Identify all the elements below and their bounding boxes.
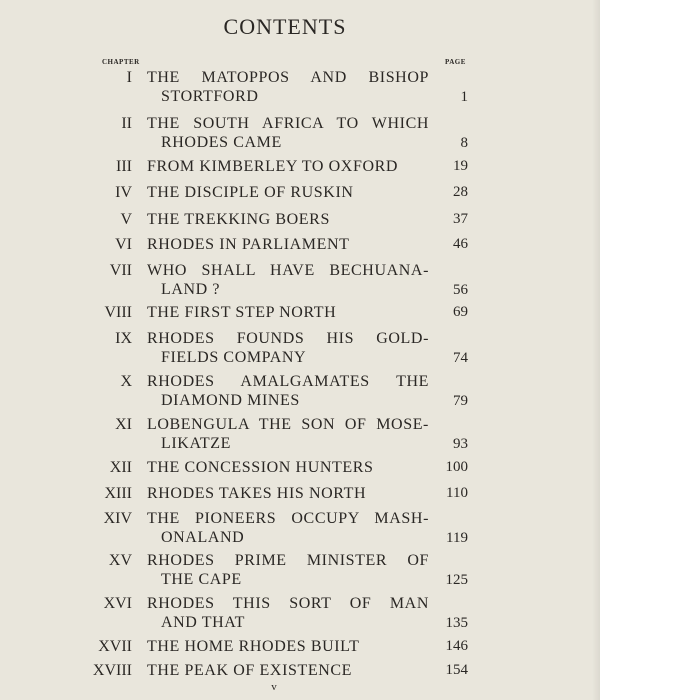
chapter-title-line: RHODES PRIME MINISTER OF bbox=[147, 552, 429, 569]
chapter-number: VIII bbox=[104, 304, 132, 321]
chapter-number: XVI bbox=[103, 595, 132, 612]
chapter-title-continuation: ONALAND bbox=[161, 529, 245, 546]
chapter-title-continuation: FIELDS COMPANY bbox=[161, 349, 307, 366]
page-number: 56 bbox=[453, 282, 468, 298]
chapter-title-line: RHODES IN PARLIAMENT bbox=[147, 236, 350, 253]
chapter-title-continuation: RHODES CAME bbox=[161, 134, 282, 151]
chapter-title-line: RHODES FOUNDS HIS GOLD- bbox=[147, 330, 429, 347]
page-number: 79 bbox=[453, 393, 468, 409]
folio-page-number: v bbox=[271, 681, 277, 693]
chapter-title-continuation: THE CAPE bbox=[161, 571, 242, 588]
chapter-number: XV bbox=[108, 552, 132, 569]
page-number: 74 bbox=[453, 350, 468, 366]
chapter-number: V bbox=[120, 211, 132, 228]
page-number: 125 bbox=[445, 572, 468, 588]
page-edge-shadow bbox=[592, 0, 600, 700]
chapter-number: VII bbox=[109, 262, 132, 279]
chapter-title-continuation: STORTFORD bbox=[161, 88, 259, 105]
page-number: 46 bbox=[453, 236, 468, 252]
chapter-number: XVII bbox=[98, 638, 132, 655]
chapter-number: XIV bbox=[103, 510, 132, 527]
chapter-number: XII bbox=[109, 459, 132, 476]
chapter-number: X bbox=[120, 373, 132, 390]
chapter-title-line: LOBENGULA THE SON OF MOSE- bbox=[147, 416, 429, 433]
chapter-title-line: THE DISCIPLE OF RUSKIN bbox=[147, 184, 354, 201]
page-number: 1 bbox=[460, 89, 468, 105]
chapter-number: XIII bbox=[104, 485, 132, 502]
chapter-title-continuation: DIAMOND MINES bbox=[161, 392, 300, 409]
chapter-title-line: RHODES AMALGAMATES THE bbox=[147, 373, 429, 390]
chapter-title-line: THE PEAK OF EXISTENCE bbox=[147, 662, 353, 679]
page-number: 100 bbox=[445, 459, 468, 475]
chapter-title-line: THE HOME RHODES BUILT bbox=[147, 638, 360, 655]
page-title: CONTENTS bbox=[223, 14, 347, 39]
chapter-title-continuation: LAND ? bbox=[161, 281, 221, 298]
page-column-heading: PAGE bbox=[445, 58, 466, 66]
page-number: 69 bbox=[453, 304, 468, 320]
chapter-title-line: THE FIRST STEP NORTH bbox=[147, 304, 337, 321]
chapter-title-line: THE TREKKING BOERS bbox=[147, 211, 330, 228]
chapter-number: IX bbox=[115, 330, 132, 347]
page-number: 119 bbox=[446, 530, 468, 546]
chapter-title-line: RHODES TAKES HIS NORTH bbox=[147, 485, 367, 502]
chapter-title-line: FROM KIMBERLEY TO OXFORD bbox=[147, 158, 399, 175]
chapter-title-line: THE SOUTH AFRICA TO WHICH bbox=[147, 115, 429, 132]
chapter-title-line: RHODES THIS SORT OF MAN bbox=[147, 595, 429, 612]
page-number: 135 bbox=[445, 615, 468, 631]
chapter-title-line: WHO SHALL HAVE BECHUANA- bbox=[147, 262, 429, 279]
chapter-number: VI bbox=[115, 236, 132, 253]
chapter-number: XVIII bbox=[92, 662, 132, 679]
chapter-title-continuation: AND THAT bbox=[161, 614, 246, 631]
chapter-column-heading: CHAPTER bbox=[102, 58, 140, 66]
page-number: 19 bbox=[453, 158, 468, 174]
chapter-title-continuation: LIKATZE bbox=[161, 435, 231, 452]
chapter-number: III bbox=[116, 158, 132, 175]
chapter-number: XI bbox=[115, 416, 132, 433]
page-number: 28 bbox=[453, 184, 468, 200]
chapter-title-line: THE MATOPPOS AND BISHOP bbox=[147, 69, 429, 86]
page-number: 146 bbox=[445, 638, 468, 654]
page-number: 154 bbox=[445, 662, 468, 678]
chapter-title-line: THE PIONEERS OCCUPY MASH- bbox=[147, 510, 429, 527]
chapter-number: II bbox=[121, 115, 132, 132]
page-number: 93 bbox=[453, 436, 468, 452]
chapter-number: I bbox=[126, 69, 132, 86]
chapter-number: IV bbox=[115, 184, 132, 201]
chapter-title-line: THE CONCESSION HUNTERS bbox=[147, 459, 374, 476]
page-number: 37 bbox=[453, 211, 468, 227]
page-number: 8 bbox=[460, 135, 468, 151]
page-number: 110 bbox=[446, 485, 468, 501]
